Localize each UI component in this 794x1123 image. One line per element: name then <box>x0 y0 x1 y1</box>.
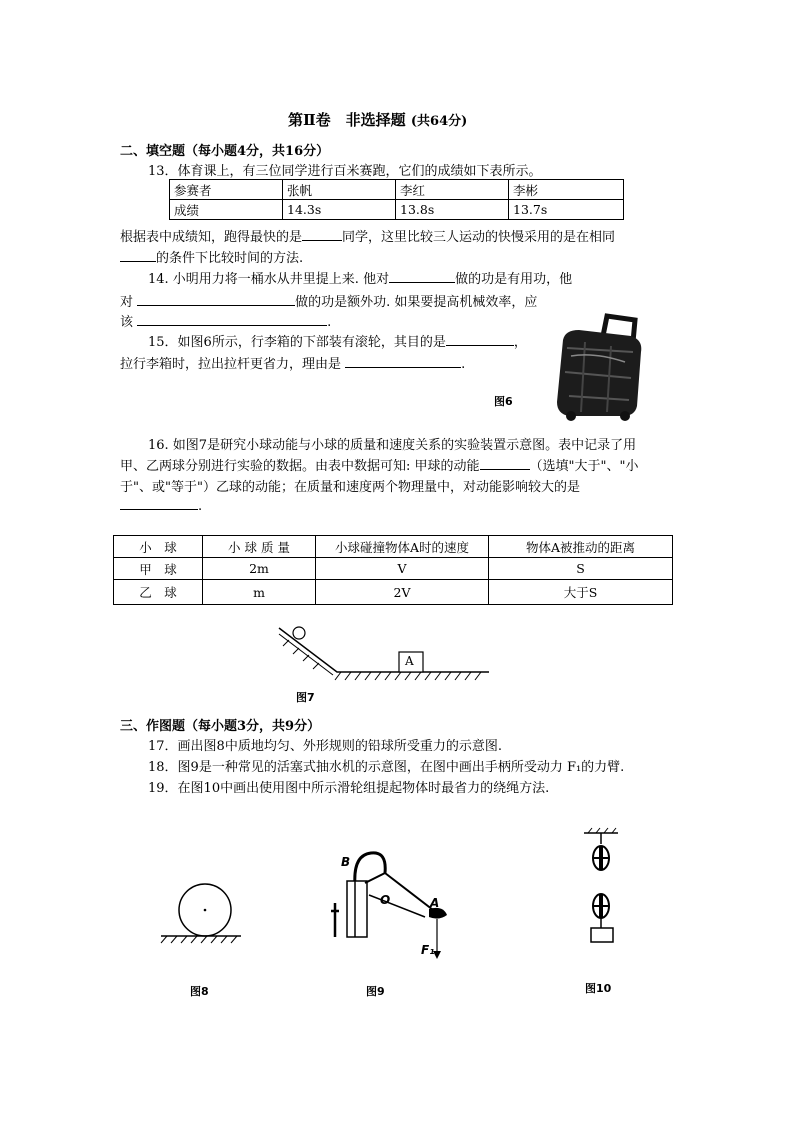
section2-heading: 二、填空题（每小题4分，共16分） <box>120 144 330 159</box>
q13-row-cell: 14.3s <box>283 200 396 220</box>
q16-line2-b: （选填"大于"、"小 <box>529 459 639 474</box>
title-points: (共64分) <box>410 114 468 129</box>
q19-text: 19．在图10中画出使用图中所示滑轮组提起物体时最省力的绕绳方法. <box>148 781 550 796</box>
q16-table <box>113 535 673 605</box>
q16-header-cell: 小 球 质 量 <box>203 536 316 558</box>
figure10-pulleys <box>578 828 628 946</box>
q13-header-cell: 李红 <box>396 180 509 200</box>
figure9-label-a: A <box>430 896 440 910</box>
figure9-caption: 图9 <box>366 985 385 998</box>
q16-row-cell: S <box>489 558 673 580</box>
q16-row-cell: V <box>316 558 489 580</box>
answer-blank[interactable] <box>137 313 327 326</box>
answer-blank[interactable] <box>446 333 514 346</box>
figure9-label-f: F₁ <box>421 943 435 957</box>
q13-table <box>169 179 624 220</box>
answer-blank[interactable] <box>120 497 198 510</box>
answer-blank[interactable] <box>389 270 455 283</box>
q13-header-cell: 参赛者 <box>170 180 283 200</box>
figure8-ball <box>155 878 245 946</box>
answer-blank[interactable] <box>345 355 461 368</box>
section3-heading: 三、作图题（每小题3分，共9分） <box>120 719 321 734</box>
q16-row-cell: 乙 球 <box>114 580 203 605</box>
q13-row-cell: 13.8s <box>396 200 509 220</box>
page-title <box>288 109 467 130</box>
q13-header-cell: 李彬 <box>509 180 624 200</box>
q16-header-cell: 小 球 <box>114 536 203 558</box>
q13-line1 <box>120 226 615 245</box>
title-main: 第Ⅱ卷 非选择题 <box>288 111 406 129</box>
figure10-caption: 图10 <box>585 982 612 995</box>
answer-blank[interactable] <box>120 249 156 262</box>
answer-blank[interactable] <box>302 228 342 241</box>
q15-line1 <box>148 331 527 350</box>
q15-line2 <box>120 353 465 372</box>
figure9-label-b: B <box>341 855 351 869</box>
q16-line1: 16. 如图7是研究小球动能与小球的质量和速度关系的实验装置示意图。表中记录了用 <box>148 438 637 453</box>
q14-line1-a: 14. 小明用力将一桶水从井里提上来. 他对 <box>148 272 390 287</box>
figure9-label-o: O <box>380 893 391 907</box>
figure7-ramp <box>275 620 495 682</box>
figure7-caption: 图7 <box>296 691 315 704</box>
q13-intro: 13．体育课上，有三位同学进行百米赛跑，它们的成绩如下表所示。 <box>148 164 542 179</box>
q14-line3-b: . <box>327 315 332 330</box>
q16-line4 <box>120 497 202 514</box>
q16-line2 <box>120 455 638 474</box>
q13-line1-a: 根据表中成绩知，跑得最快的是 <box>120 230 303 245</box>
answer-blank[interactable] <box>137 293 295 306</box>
q15-line2-b: . <box>461 357 466 372</box>
q13-row-cell: 13.7s <box>509 200 624 220</box>
q16-header-cell: 物体A被推动的距离 <box>489 536 673 558</box>
q15-line1-a: 15．如图6所示，行李箱的下部装有滚轮，其目的是 <box>148 335 446 350</box>
q16-row-cell: 大于S <box>489 580 673 605</box>
q13-line1-b: 同学，这里比较三人运动的快慢采用的是在相同 <box>342 230 616 245</box>
q13-header-cell: 张帆 <box>283 180 396 200</box>
q17-text: 17．画出图8中质地均匀、外形规则的铅球所受重力的示意图. <box>148 739 502 754</box>
q16-line4-b: . <box>198 499 203 514</box>
q16-row-cell: 2V <box>316 580 489 605</box>
q15-line2-a: 拉行李箱时，拉出拉杆更省力，理由是 <box>120 357 342 372</box>
q14-line3 <box>120 311 331 330</box>
q14-line1 <box>148 268 572 287</box>
q14-line2 <box>120 291 537 310</box>
figure6-caption: 图6 <box>494 395 513 408</box>
figure6-luggage <box>545 312 650 422</box>
q13-line2 <box>120 247 303 266</box>
answer-blank[interactable] <box>480 457 530 470</box>
figure8-caption: 图8 <box>190 985 209 998</box>
q14-line1-b: 做的功是有用功，他 <box>455 272 573 287</box>
q16-header-cell: 小球碰撞物体A时的速度 <box>316 536 489 558</box>
q13-row-cell: 成绩 <box>170 200 283 220</box>
figure7-block-label: A <box>405 654 414 668</box>
q14-line2-a: 对 <box>120 295 134 310</box>
q16-row-cell: 甲 球 <box>114 558 203 580</box>
q16-line3: 于"、或"等于"）乙球的动能；在质量和速度两个物理量中，对动能影响较大的是 <box>120 480 580 495</box>
q18-text: 18．图9是一种常见的活塞式抽水机的示意图，在图中画出手柄所受动力 F₁的力臂. <box>148 760 625 775</box>
q16-row-cell: m <box>203 580 316 605</box>
q16-line2-a: 甲、乙两球分别进行实验的数据。由表中数据可知: 甲球的动能 <box>120 459 480 474</box>
q15-line1-b: ， <box>513 335 527 350</box>
q16-row-cell: 2m <box>203 558 316 580</box>
q14-line3-a: 该 <box>120 315 134 330</box>
q13-line2-text: 的条件下比较时间的方法. <box>156 251 304 266</box>
q14-line2-b: 做的功是额外功. 如果要提高机械效率，应 <box>295 295 538 310</box>
